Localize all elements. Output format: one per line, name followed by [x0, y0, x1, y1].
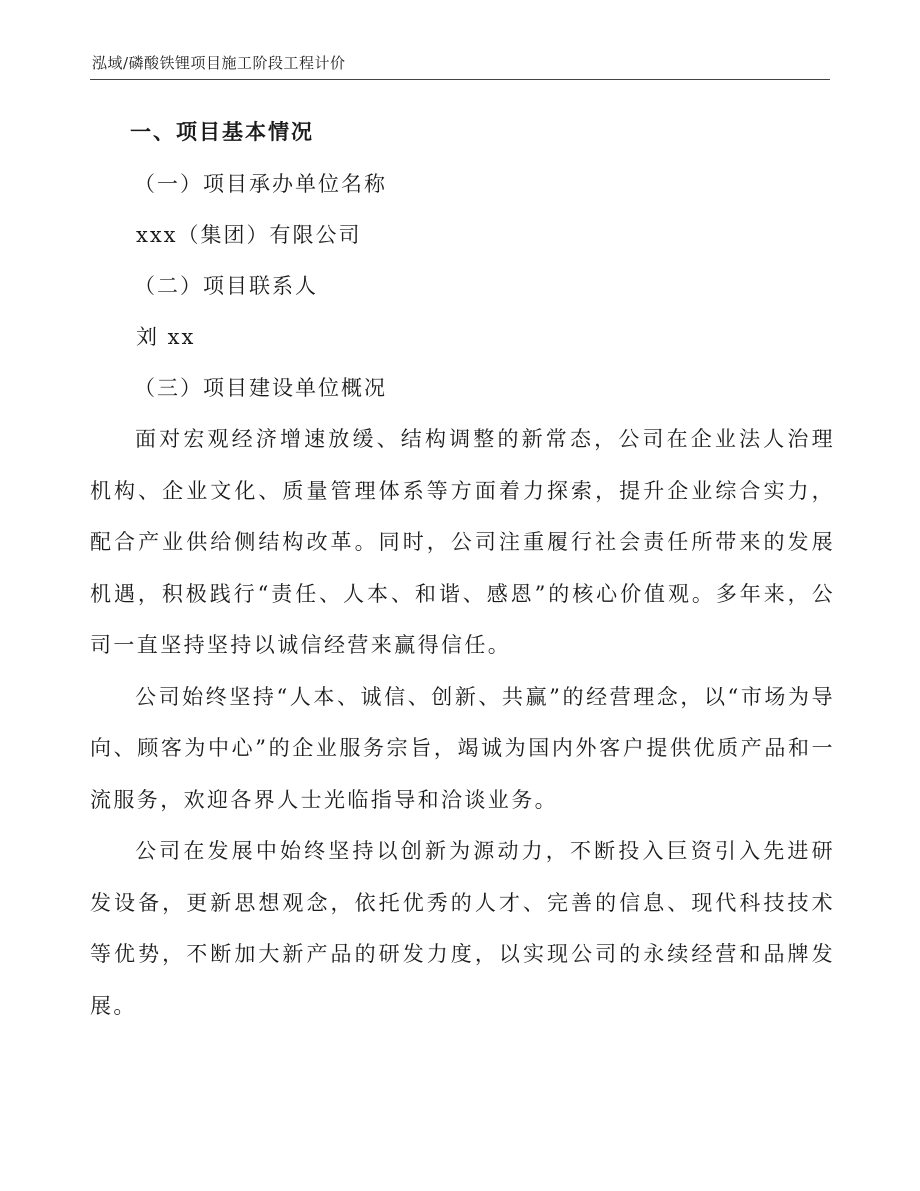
company-name: xxx（集团）有限公司 [136, 223, 362, 247]
paragraph-2: 公司始终坚持“人本、诚信、创新、共赢”的经营理念，以“市场为导向、顾客为中心”的企业服务宗旨，竭诚为国内外客户提供优质产品和一流服务，欢迎各界人士光临指导和洽谈业务。 [90, 684, 835, 812]
header-divider [90, 79, 830, 80]
section-heading: 一、项目基本情况 [130, 119, 314, 144]
contact-person: 刘 xx [136, 325, 196, 349]
subsection-title-1: （一）项目承办单位名称 [134, 172, 387, 196]
running-header: 泓域/磷酸铁锂项目施工阶段工程计价 [92, 54, 346, 72]
subsection-title-3: （三）项目建设单位概况 [134, 376, 387, 400]
document-body [90, 105, 835, 1032]
subsection-title-2: （二）项目联系人 [134, 274, 318, 298]
paragraph-1: 面对宏观经济增速放缓、结构调整的新常态，公司在企业法人治理机构、企业文化、质量管理体系等方面着力探索，提升企业综合实力，配合产业供给侧结构改革。同时，公司注重履行社会责任所带来的发展机遇，积极践行“责任、人本、和谐、感恩”的核心价值观。多年来，公司一直坚持坚持以诚信经营来赢得信任。 [90, 427, 835, 657]
paragraph-3: 公司在发展中始终坚持以创新为源动力，不断投入巨资引入先进研发设备，更新思想观念，依托优秀的人才、完善的信息、现代科技技术等优势，不断加大新产品的研发力度，以实现公司的永续经营和品牌发展。 [90, 839, 835, 1018]
